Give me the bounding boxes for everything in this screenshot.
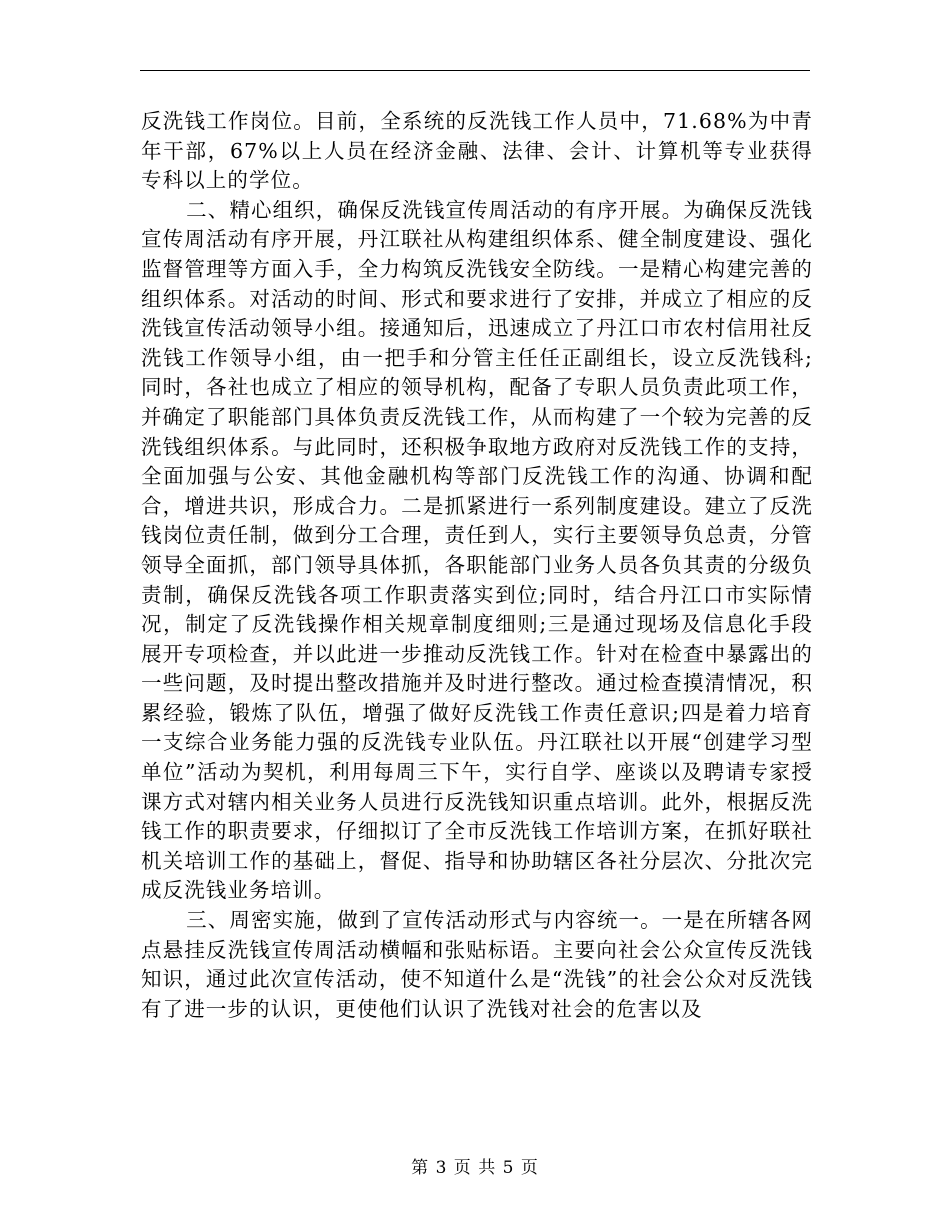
paragraph-section-two: 二、精心组织，确保反洗钱宣传周活动的有序开展。为确保反洗钱宣传周活动有序开展，丹江联社从构建组织体系、健全制度建设、强化监督管理等方面入手，全力构筑反洗钱安全防线。一是精心构建完善的组织体系。对活动的时间、形式和要求进行了安排，并成立了相应的反洗钱宣传活动领导小组。接通知后，迅速成立了丹江口市农村信用社反洗钱工作领导小组，由一把手和分管主任任正副组长，设立反洗钱科;同时，各社也成立了相应的领导机构，配备了专职人员负责此项工作，并确定了职能部门具体负责反洗钱工作，从而构建了一个较为完善的反洗钱组织体系。与此同时，还积极争取地方政府对反洗钱工作的支持，全面加强与公安、其他金融机构等部门反洗钱工作的沟通、协调和配合，增进共识，形成合力。二是抓紧进行一系列制度建设。建立了反洗钱岗位责任制，做到分工合理，责任到人，实行主要领导负总责，分管领导全面抓，部门领导具体抓，各职能部门业务人员各负其责的分级负责制，确保反洗钱各项工作职责落实到位;同时，结合丹江口市实际情况，制定了反洗钱操作相关规章制度细则;三是通过现场及信息化手段展开专项检查，并以此进一步推动反洗钱工作。针对在检查中暴露出的一些问题，及时提出整改措施并及时进行整改。通过检查摸清情况，积累经验，锻炼了队伍，增强了做好反洗钱工作责任意识;四是着力培育一支综合业务能力强的反洗钱专业队伍。丹江联社以开展“创建学习型单位”活动为契机，利用每周三下午，实行自学、座谈以及聘请专家授课方式对辖内相关业务人员进行反洗钱知识重点培训。此外，根据反洗钱工作的职责要求，仔细拟订了全市反洗钱工作培训方案，在抓好联社机关培训工作的基础上，督促、指导和协助辖区各社分层次、分批次完成反洗钱业务培训。 [141, 197, 813, 903]
paragraph-section-three: 三、周密实施，做到了宣传活动形式与内容统一。一是在所辖各网点悬挂反洗钱宣传周活动横幅和张贴标语。主要向社会公众宣传反洗钱知识，通过此次宣传活动，使不知道什么是“洗钱”的社会公众对反洗钱有了进一步的认识，更使他们认识了洗钱对社会的危害以及 [141, 908, 813, 1021]
page-footer: 第 3 页 共 5 页 [411, 1158, 539, 1178]
header-rule [140, 70, 810, 71]
body-text [141, 107, 813, 1024]
paragraph-continuation: 反洗钱工作岗位。目前，全系统的反洗钱工作人员中，71.68%为中青年干部，67%以上人员在经济金融、法律、会计、计算机等专业获得专科以上的学位。 [141, 109, 813, 193]
